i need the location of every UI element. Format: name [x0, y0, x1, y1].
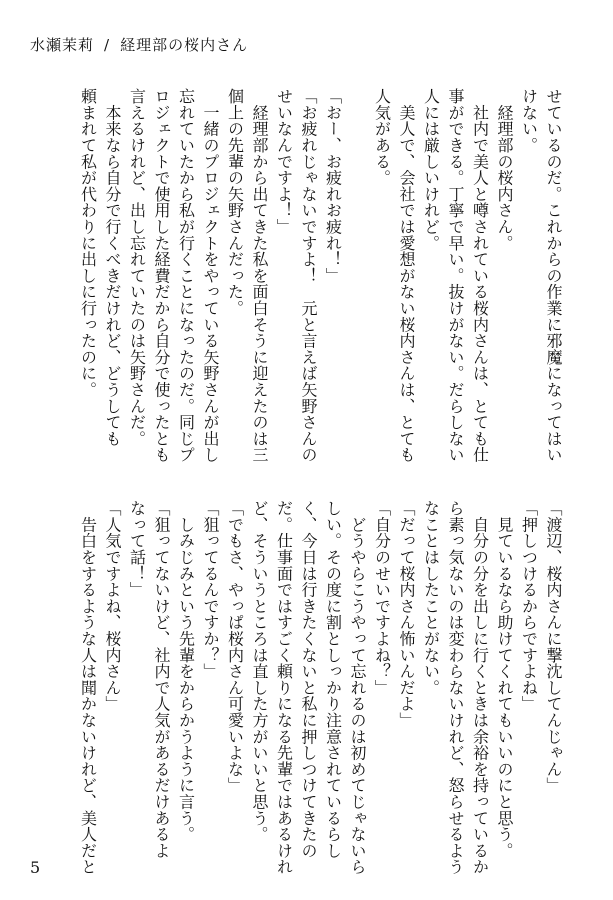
header-separator: /: [104, 36, 111, 54]
body-text-lower: 「渡辺、桜内さんに撃沈してんじゃん」 「押しつけるからですよね」 見ているなら助けてくれてもいいのにと思う。 自分の分を出しに行くときは余裕を持っているか ら素っ気ないのは変わらないけれど、怒らせるよう なことはしたことがない。 「だって桜内さん怖いんだよ」 「自分のせいですよね？」 どうやらこうやって忘れるのは初めてじゃないら しい。その度に割としっかり注意されているらし く、今日は行きたくないと私に押しつけてきたの だ。仕事面ではすごく頼りになる先輩ではあるけれ ど、そういうところは直した方がいいと思う。 「でもさ、やっぱ桜内さん可愛いよな」 「狙ってるんですか？」 しみじみという先輩をからかうように言う。 「狙ってないけど、社内で人気があるだけあるよ なって話！」 「人気ですよね、桜内さん」 告白をするような人は聞かないけれど、美人だと: [78, 500, 563, 875]
author-name: 水瀬茉莉: [30, 36, 95, 54]
body-text-upper: せているのだ。これからの作業に邪魔になってはい けない。 経理部の桜内さん。 社内で美人と噂されている桜内さんは、とても仕 事ができる。丁寧で早い。抜けがない。だらしない 人には厳しいけれど。 美人で、会社では愛想がない桜内さんは、とても 人気がある。 「おー、お疲れお疲れ！」 「お疲れじゃないですよ！ 元と言えば矢野さんの せいなんですよ！」 経理部から出てきた私を面白そうに迎えたのは三 個上の先輩の矢野さんだった。 一緒のプロジェクトをやっている矢野さんが出し 忘れていたから私が行くことになったのだ。同じプ ロジェクトで使用した経費だから自分で使ったとも 言えるけれど、出し忘れていたのは矢野さんだ。 本来なら自分で行くべきだけれど、どうしても 頼まれて私が代わりに出しに行ったのに。: [78, 88, 563, 463]
chapter-title: 経理部の桜内さん: [120, 36, 249, 54]
page-number: 5: [30, 858, 41, 877]
running-header: [30, 34, 248, 55]
